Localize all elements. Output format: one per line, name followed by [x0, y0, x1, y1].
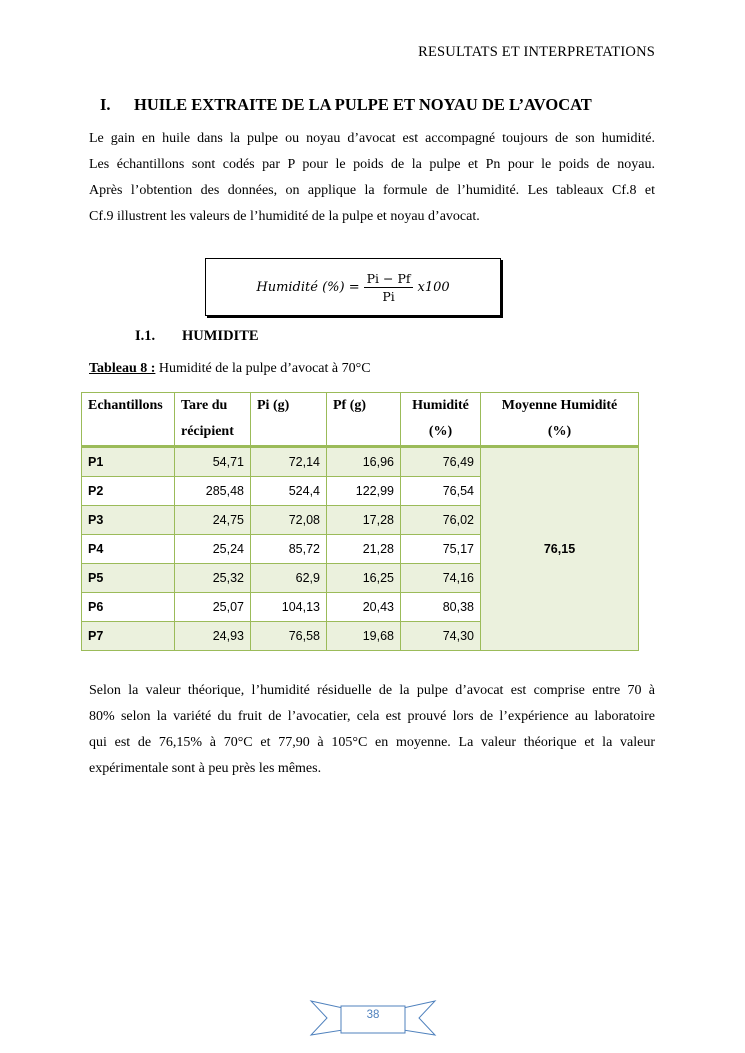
cell-humidite: 75,17	[401, 535, 481, 564]
cell-sample-id: P6	[82, 593, 175, 622]
cell-pf: 16,25	[327, 564, 401, 593]
cell-humidite: 80,38	[401, 593, 481, 622]
cell-pi: 104,13	[251, 593, 327, 622]
cell-tare: 285,48	[175, 477, 251, 506]
formula-denominator: Pi	[382, 288, 395, 304]
cell-humidite: 74,16	[401, 564, 481, 593]
cell-tare: 24,75	[175, 506, 251, 535]
header-echantillons: Echantillons	[82, 393, 175, 447]
cell-tare: 25,24	[175, 535, 251, 564]
cell-sample-id: P7	[82, 622, 175, 651]
cell-pi: 62,9	[251, 564, 327, 593]
cell-pf: 16,96	[327, 447, 401, 477]
cell-pf: 17,28	[327, 506, 401, 535]
subsection-title: HUMIDITE	[182, 328, 259, 344]
cell-pi: 524,4	[251, 477, 327, 506]
cell-sample-id: P3	[82, 506, 175, 535]
conclusion-line: Selon la valeur théorique, l’humidité résiduelle de la pulpe d’avocat est comprise entre 70 à	[89, 683, 655, 698]
running-header: RESULTATS ET INTERPRETATIONS	[418, 44, 655, 60]
header-moyenne-line2: (%)	[547, 424, 572, 439]
cell-pf: 21,28	[327, 535, 401, 564]
intro-line: Cf.9 illustrent les valeurs de l’humidité de la pulpe et noyau d’avocat.	[89, 209, 480, 224]
cell-tare: 25,07	[175, 593, 251, 622]
section-number: I.	[100, 95, 111, 114]
header-tare	[175, 393, 251, 447]
header-moyenne	[481, 393, 639, 447]
header-tare-line2: récipient	[181, 424, 234, 439]
cell-humidite: 76,54	[401, 477, 481, 506]
formula-fraction	[364, 271, 414, 304]
cell-humidite: 74,30	[401, 622, 481, 651]
cell-tare: 54,71	[175, 447, 251, 477]
subsection-heading	[135, 328, 259, 345]
table-caption	[89, 361, 371, 377]
section-heading	[100, 95, 592, 115]
cell-tare: 25,32	[175, 564, 251, 593]
cell-sample-id: P1	[82, 447, 175, 477]
conclusion-line: 80% selon la variété du fruit de l’avocatier, cela est prouvé lors de l’expérience au laboratoire	[89, 709, 655, 724]
header-moyenne-line1: Moyenne Humidité	[501, 398, 618, 413]
cell-pi: 76,58	[251, 622, 327, 651]
formula-rhs: x100	[417, 279, 450, 295]
intro-line: Le gain en huile dans la pulpe ou noyau d’avocat est accompagné toujours de son humidité.	[89, 131, 655, 146]
cell-sample-id: P2	[82, 477, 175, 506]
header-pf: Pf (g)	[327, 393, 401, 447]
conclusion-line: qui est de 76,15% à 70°C et 77,90 à 105°C en moyenne. La valeur théorique et la valeur	[89, 735, 655, 750]
cell-sample-id: P5	[82, 564, 175, 593]
conclusion-paragraph	[89, 678, 655, 782]
cell-pf: 19,68	[327, 622, 401, 651]
header-pi: Pi (g)	[251, 393, 327, 447]
table-header-row	[82, 393, 639, 447]
cell-humidite: 76,02	[401, 506, 481, 535]
page-number: 38	[366, 1009, 380, 1021]
cell-pi: 85,72	[251, 535, 327, 564]
cell-pi: 72,08	[251, 506, 327, 535]
header-humidite-line1: Humidité	[412, 398, 469, 413]
cell-moyenne-humidite: 76,15	[481, 447, 639, 651]
conclusion-line: expérimentale sont à peu près les mêmes.	[89, 761, 322, 776]
subsection-number: I.1.	[135, 328, 156, 344]
header-tare-line1: Tare du	[181, 398, 228, 413]
cell-pf: 20,43	[327, 593, 401, 622]
intro-line: Après l’obtention des données, on applique la formule de l’humidité. Les tableaux Cf.8 et	[89, 183, 655, 198]
intro-line: Les échantillons sont codés par P pour le poids de la pulpe et Pn pour le poids de noyau.	[89, 157, 655, 172]
cell-tare: 24,93	[175, 622, 251, 651]
cell-pf: 122,99	[327, 477, 401, 506]
table-row	[82, 447, 639, 477]
section-title: HUILE EXTRAITE DE LA PULPE ET NOYAU DE L’AVOCAT	[134, 95, 592, 114]
page-number-ribbon	[309, 999, 437, 1037]
header-humidite	[401, 393, 481, 447]
table-caption-text: Humidité de la pulpe d’avocat à 70°C	[155, 361, 371, 376]
humidity-formula	[205, 258, 501, 316]
table-caption-label: Tableau 8 :	[89, 361, 156, 376]
intro-paragraph	[89, 126, 655, 230]
formula-numerator: Pi − Pf	[364, 271, 414, 288]
cell-sample-id: P4	[82, 535, 175, 564]
cell-pi: 72,14	[251, 447, 327, 477]
formula-lhs: Humidité (%) =	[256, 279, 360, 295]
cell-humidite: 76,49	[401, 447, 481, 477]
humidity-table	[81, 392, 639, 651]
header-humidite-line2: (%)	[428, 424, 453, 439]
